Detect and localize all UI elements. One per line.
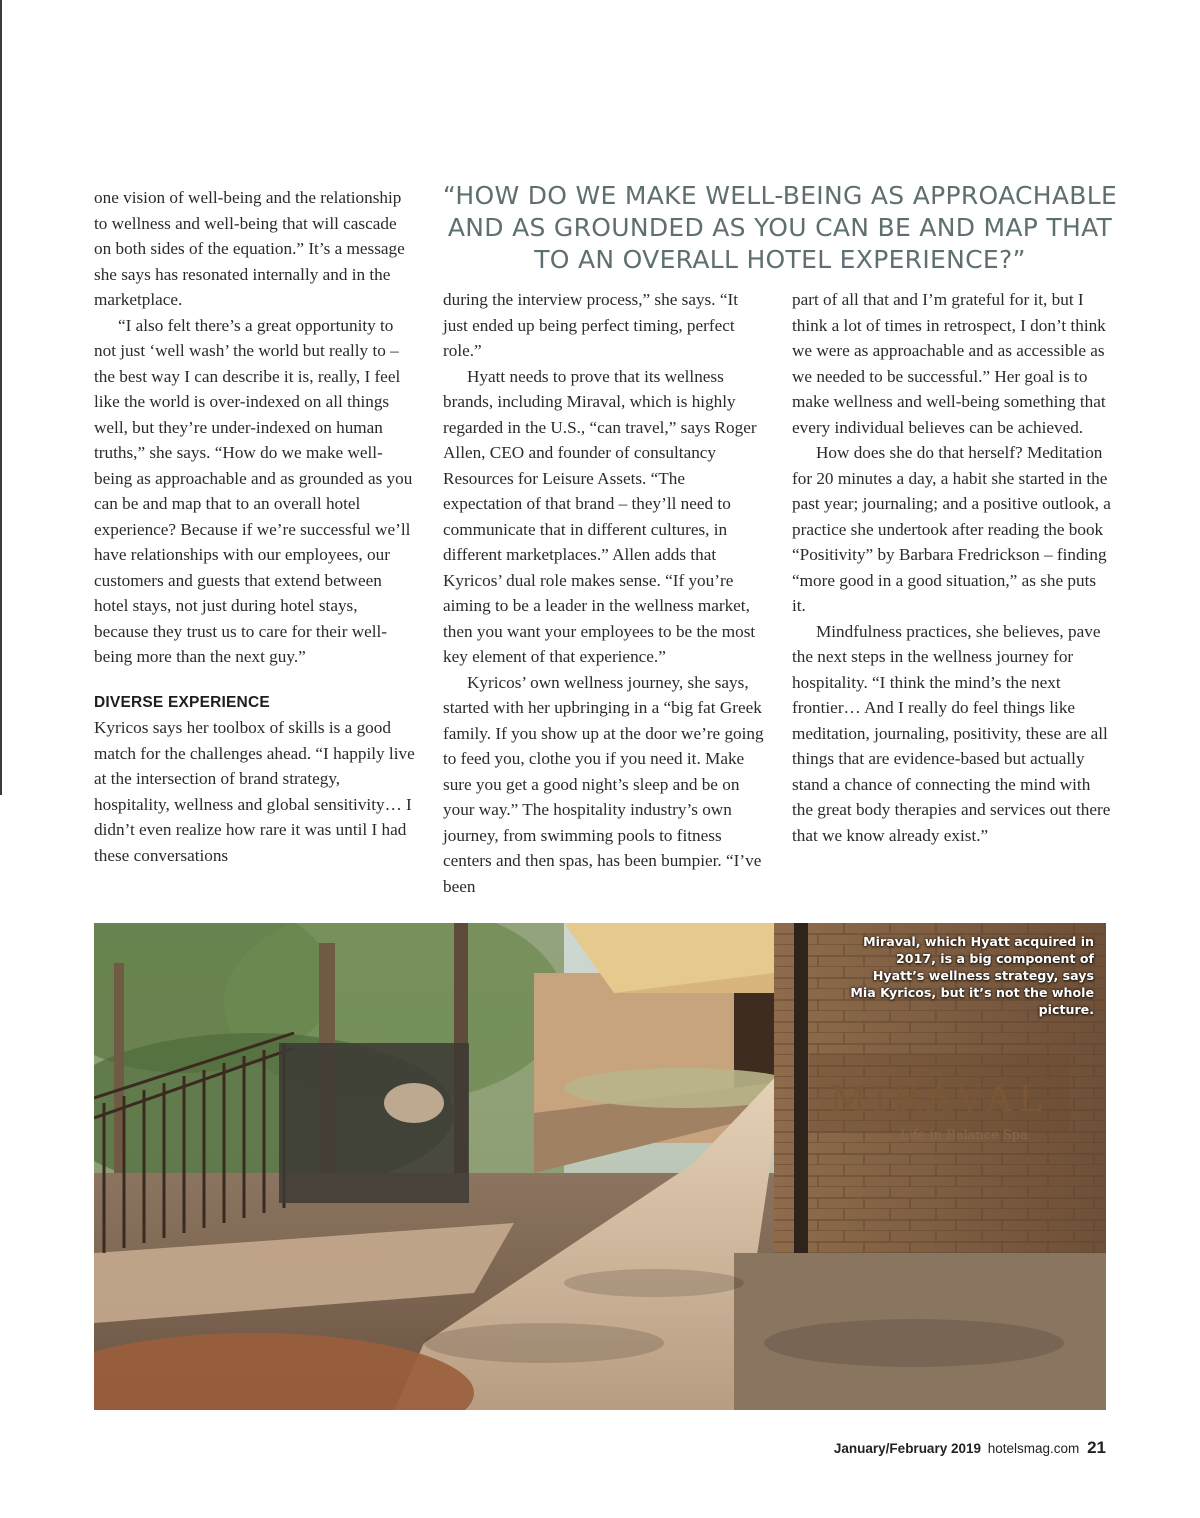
article-column-3 <box>792 287 1114 848</box>
page-number: 21 <box>1087 1438 1106 1457</box>
paragraph: Kyricos says her toolbox of skills is a good match for the challenges ahead. “I happily live at the intersection of brand strategy, hospitality, wellness and global sensitivity… I didn’t even realize how rare it was until I had these conversations <box>94 718 415 865</box>
page-edge-rule <box>0 0 2 795</box>
paragraph: Mindfulness practices, she believes, pave the next steps in the wellness journey for hospitality. “I think the mind’s the next frontier… And I really do feel things like meditation, journaling, positivity, these are all things that are evidence-based but actually stand a chance of connecting the mind with the great body therapies and services out there that we know already exist.” <box>792 621 1111 845</box>
article-column-2 <box>443 287 765 899</box>
paragraph: during the interview process,” she says. “It just ended up being perfect timing, perfect role.” <box>443 290 738 360</box>
sign-name-text: MIRAVAL <box>830 1079 1048 1120</box>
paragraph: part of all that and I’m grateful for it, but I think a lot of times in retrospect, I don’t think we were as approachable and as accessible as we needed to be successful.” Her goal is to make wellness and well-being something that every individual believes can be achieved. <box>792 290 1106 437</box>
paragraph: one vision of well-being and the relationship to wellness and well-being that will cascade on both sides of the equation.” It’s a message she says has resonated internally and in the marketplace. <box>94 188 405 309</box>
page-footer <box>834 1438 1106 1458</box>
paragraph: Hyatt needs to prove that its wellness brands, including Miraval, which is highly regarded in the U.S., “can travel,” says Roger Allen, CEO and founder of consultancy Resources for Leisure Assets. “The expectation of that brand – they’ll need to communicate that in different cultures, in different marketplaces.” Allen adds that Kyricos’ dual role makes sense. “If you’re aiming to be a leader in the wellness market, then you want your employees to be the most key element of that experience.” <box>443 366 757 666</box>
article-column-1 <box>94 185 416 868</box>
photo-caption: Miraval, which Hyatt acquired in 2017, is a big component of Hyatt’s wellness strategy, says Mia Kyricos, but it’s not the whole picture. <box>850 934 1094 1017</box>
paragraph: Kyricos’ own wellness journey, she says, started with her upbringing in a “big fat Greek family. If you show up at the door we’re going to feed you, clothe you if you need it. Make sure you get a good night’s sleep and be on your way.” The hospitality industry’s own journey, from swimming pools to fitness centers and then spas, has been bumpier. “I’ve been <box>443 672 764 896</box>
sign-tagline-text: Life in Balance Spa <box>900 1128 1028 1143</box>
section-subhead: DIVERSE EXPERIENCE <box>94 693 270 711</box>
paragraph: How does she do that herself? Meditation for 20 minutes a day, a habit she started in the past year; journaling; and a positive outlook, a practice she undertook after reading the book “Positivity” by Barbara Fredrickson – finding “more good in a good situation,” as she puts it. <box>792 443 1111 615</box>
website-link[interactable]: hotelsmag.com <box>987 1441 1080 1456</box>
paragraph: “I also felt there’s a great opportunity to not just ‘well wash’ the world but really to – the best way I can describe it is, really, I feel like the world is over-indexed on all things well, but they’re under-indexed on human truths,” she says. “How do we make well-being as approachable and as grounded as you can be and map that to an overall hotel experience? Because if we’re successful we’ll have relationships with our employees, our customers and guests that extend between hotel stays, not just during hotel stays, because they trust us to care for their well-being more than the next guy.” <box>94 315 413 666</box>
miraval-spa-photo <box>94 923 1106 1410</box>
pull-quote: “HOW DO WE MAKE WELL-BEING AS APPROACHABLE AND AS GROUNDED AS YOU CAN BE AND MAP THAT TO AN OVERALL HOTEL EXPERIENCE?” <box>442 181 1118 274</box>
issue-date: January/February 2019 <box>833 1441 981 1456</box>
